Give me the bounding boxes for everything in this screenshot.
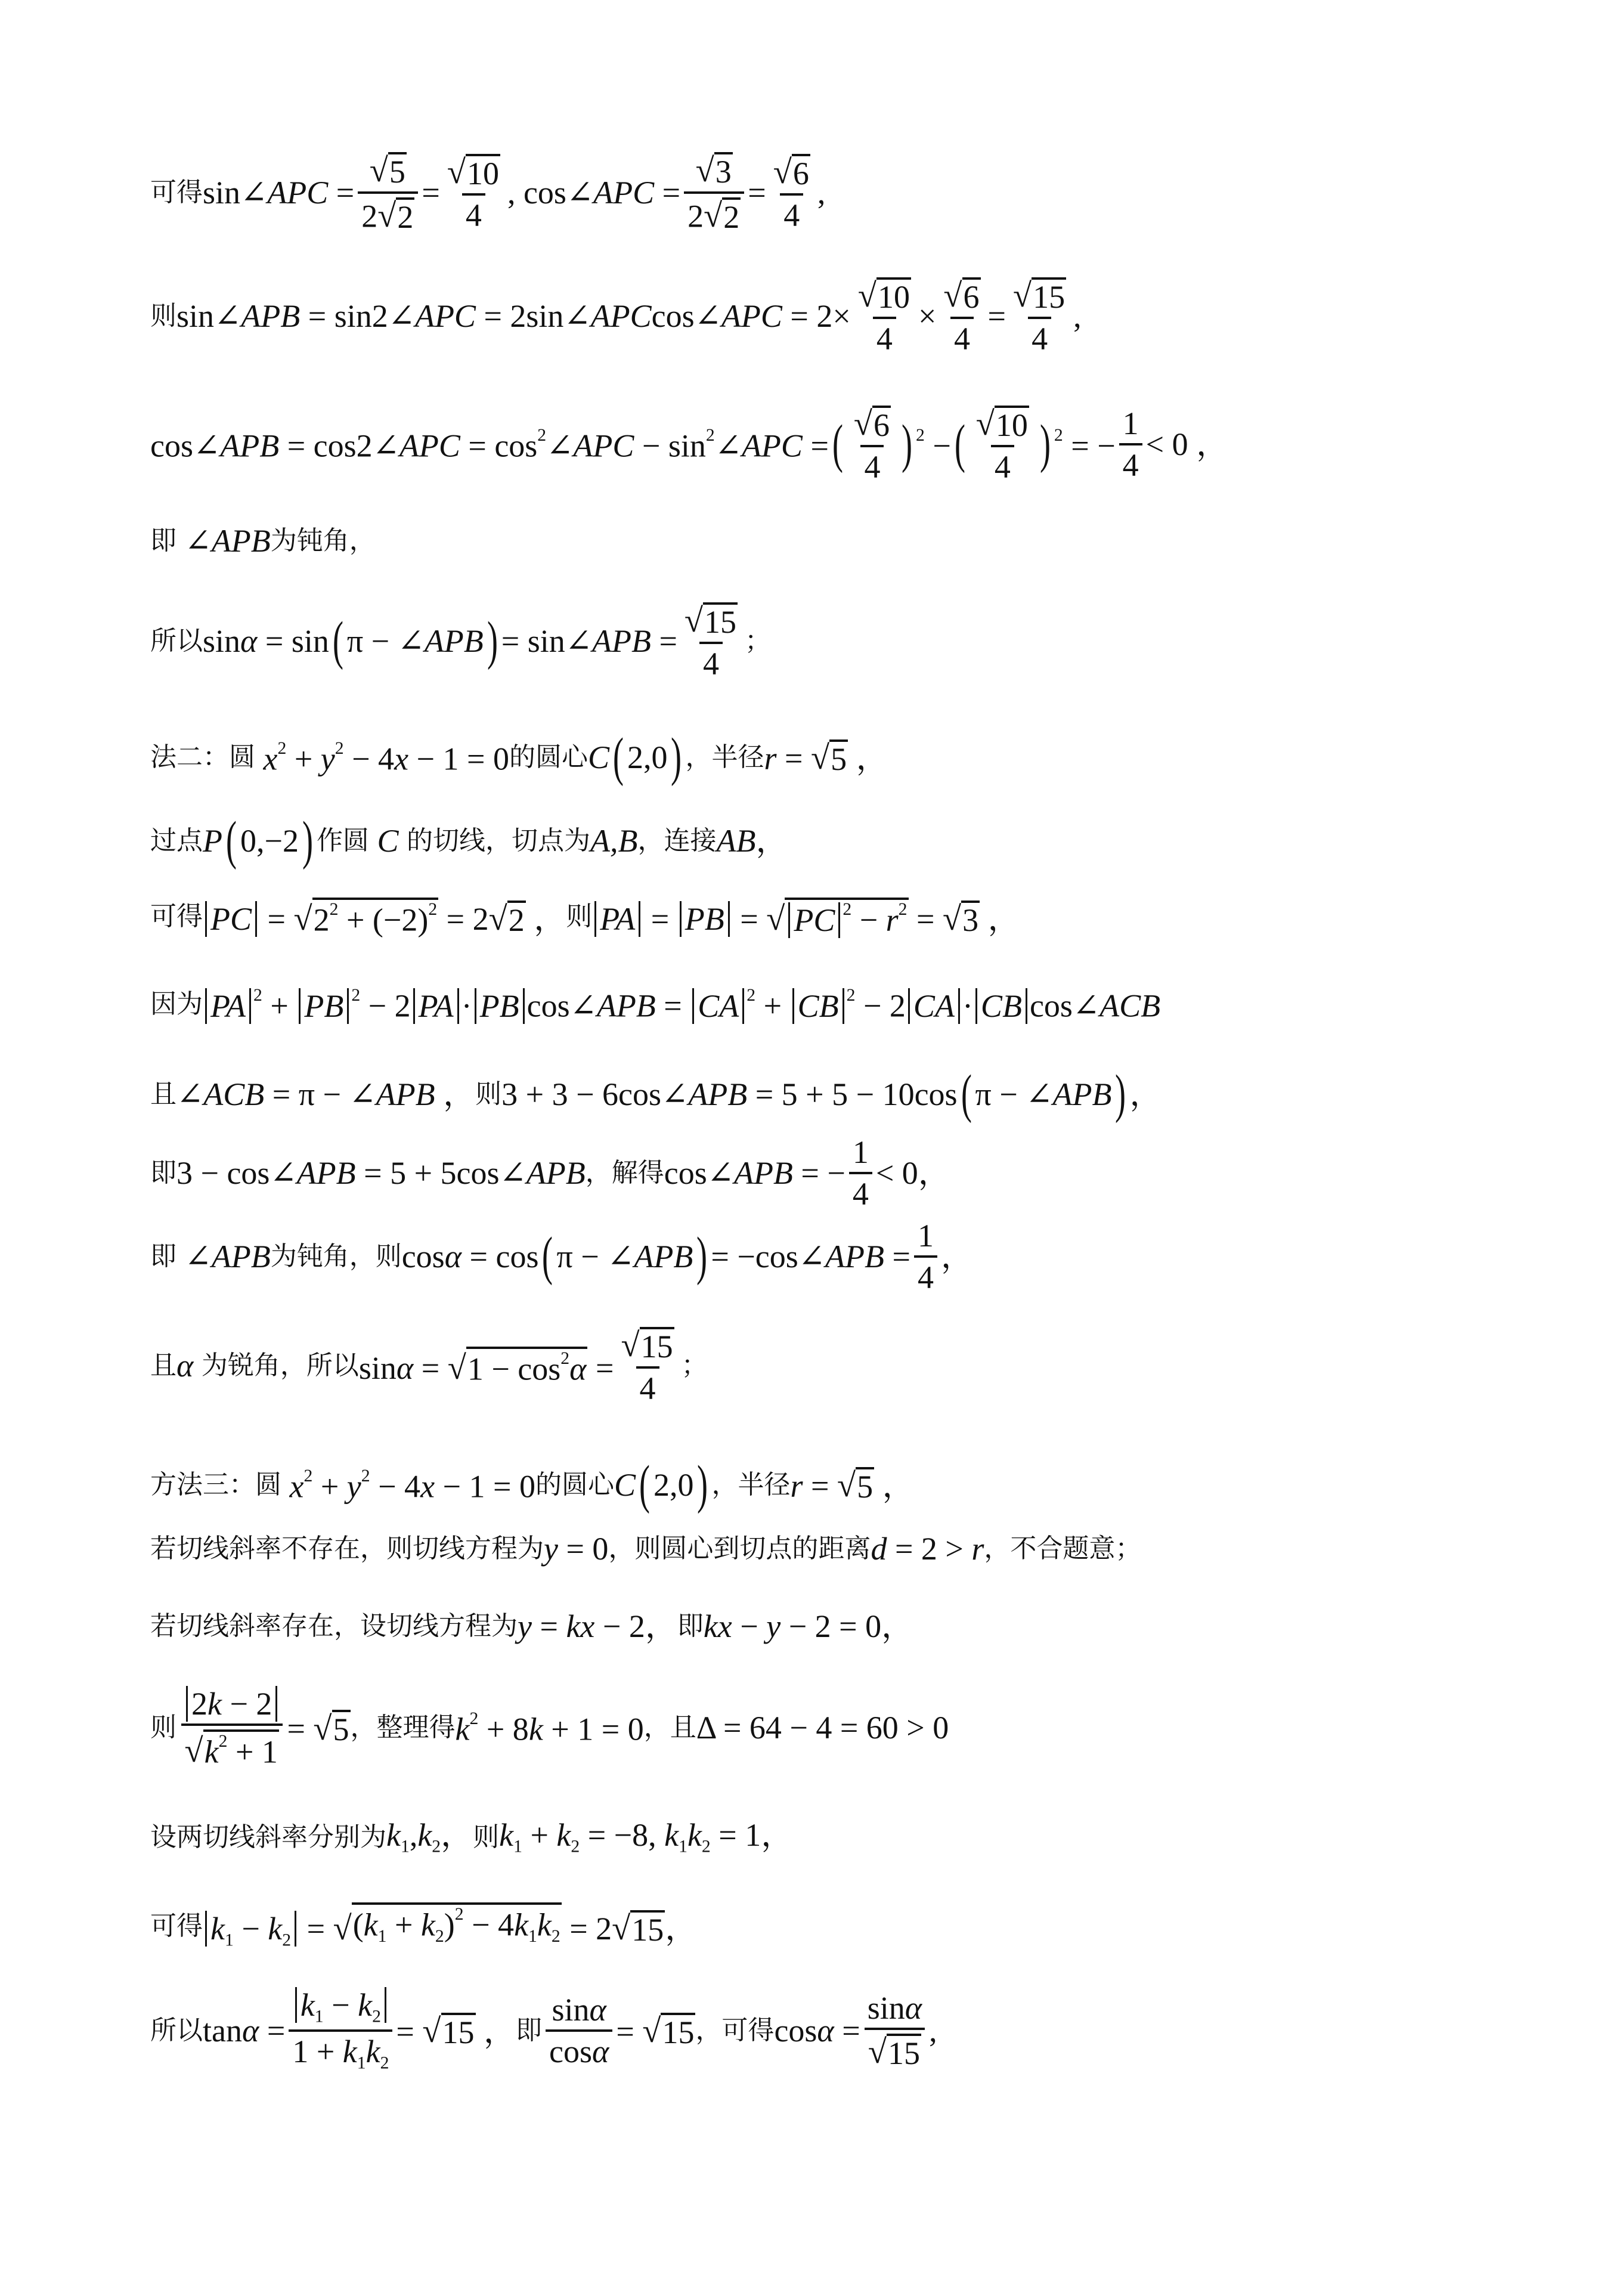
text: 即 — [677, 1611, 704, 1641]
line-16: 若切线斜率存在，设切线方程为 y = kx − 2， 即 kx − y − 2 = 0， — [150, 1608, 914, 1644]
text: ，可得 — [695, 2015, 775, 2046]
text: ，解得 — [585, 1158, 664, 1188]
line-13: 且 α 为锐角，所以 sinα = √ $1 - \cos^2\alpha$ = √ 15 4 ； — [150, 1326, 708, 1406]
text: 则 — [473, 1822, 500, 1853]
text: 即 — [516, 2015, 542, 2046]
text: 且 — [150, 1079, 176, 1109]
line-18: 设两切线斜率分别为 $k_1,k_2$， 则 $k_1 + k_2 = -8$, $k_1k_2 = 1$， — [150, 1817, 794, 1856]
text: 圆 — [229, 742, 255, 772]
text: 为钝角， — [270, 525, 376, 556]
line-17: 则 2k − 2 √ $k^2 + 1$ = √ 5 ，整理得 $k^2 + 8k + 1 = 0$ ，且 Δ = 64 − 4 = 60 > 0 — [150, 1686, 949, 1770]
text: 即 — [150, 1158, 176, 1188]
line-1: 可得 sin∠APC = √ 5 2 √ 2 = √ 10 4 , cos∠APC = √ 3 2 √ 2 = √ 6 4 , — [150, 151, 826, 235]
text: 作圆 — [316, 825, 369, 856]
text: 圆 — [255, 1469, 281, 1500]
text: 可得 — [150, 901, 203, 932]
text: 所以 — [150, 626, 203, 656]
text: ，半径 — [685, 742, 764, 772]
line-7: 过点 P ( 0,−2 ) 作圆 C 的切线，切点为 A,B ，连接 AB ， — [150, 811, 788, 870]
text: 则 — [150, 301, 176, 331]
line-5: 所以 sinα = sin ( π − ∠APB ) = sin∠APB = √ 15 4 ； — [150, 602, 772, 682]
text: 所以 — [150, 2015, 203, 2046]
line-10: 且 ∠ACB = π − ∠APB ， 则 3 + 3 − 6cos∠APB = 5 + 5 − 10cos ( π − ∠APB ) ， — [150, 1065, 1162, 1124]
line-3: cos∠APB = cos2∠APC = $\cos^2\angle APC$ − $\sin^2\angle APC$ = ( √ 6 4 ) $^2$ − ( √ 10 4 ) $^2$ = − $\frac{1}{4}$ < 0 ， — [150, 405, 1229, 485]
text: 即 — [150, 1241, 176, 1271]
line-12: 即 ∠APB 为钝角， 则 cosα = cos ( π − ∠APB ) = −cos∠APB = $\frac{1}{4}$ ， — [150, 1218, 973, 1295]
text: 的切线，切点为 — [406, 825, 590, 856]
text: 可得 — [150, 1910, 203, 1941]
text: 为钝角， — [270, 1241, 376, 1271]
line-15: 若切线斜率不存在，则切线方程为 y = 0 ，则圆心到切点的距离 d = 2 > r ，不合题意； — [150, 1531, 1142, 1567]
line-20: 所以 tanα = $\frac{k_1 - k_2}{1 + k_1k_2}$ = √ 15 ， 即 $\frac{\sin\alpha}{\cos\alpha}$ = √ 15 ，可得 cosα = sinα √ 15 , — [150, 1987, 937, 2073]
text: 方法三： — [150, 1469, 255, 1500]
text: 的圆心 — [535, 1469, 614, 1500]
text: 则 — [566, 901, 593, 932]
text: ，不合题意； — [984, 1533, 1142, 1564]
line-6: 法二： 圆 $x^2 + y^2 - 4x - 1 = 0$ 的圆心 C ( 2,0 ) ，半径 r = √ 5 ， — [150, 728, 888, 787]
text: 设两切线斜率分别为 — [150, 1822, 386, 1853]
text: 过点 — [150, 825, 203, 856]
text: 则 — [475, 1079, 502, 1109]
text: 的圆心 — [509, 742, 588, 772]
line-14: 方法三： 圆 $x^2 + y^2 - 4x - 1 = 0$ 的圆心 C ( 2,0 ) ，半径 r = √ 5 ， — [150, 1455, 915, 1514]
text: 为锐角，所以 — [201, 1350, 359, 1381]
text: 即 — [150, 525, 176, 556]
line-19: 可得 $k_1 - k_2$ = √ $(k_1 + k_2)^2 - 4k_1k_2$ = 2 √ 15 ， — [150, 1902, 697, 1950]
line-8: 可得 PC = √ $2^2 + (-2)^2$ = 2 √ 2 ， 则 PA = PB = √ PC $^2 - r^2$ = √ 3 ， — [150, 898, 1020, 936]
line-11: 即 3 − cos∠APB = 5 + 5cos∠APB ，解得 cos∠APB = − $\frac{1}{4}$ < 0， — [150, 1134, 950, 1212]
line-4: 即 ∠APB 为钝角， — [150, 523, 376, 559]
line-2: 则 sin∠APB = sin2∠APC = 2sin∠APCcos∠APC = 2× √ 10 4 × √ 6 4 = √ 15 4 , — [150, 277, 1082, 357]
line-9: 因为 PA $^2$ + PB $^2$ − 2 PA · PB cos∠APB = CA $^2$ + CB $^2$ − 2 CA · CB cos∠ACB — [150, 986, 1161, 1024]
text: 则 — [150, 1712, 176, 1743]
text: ，半径 — [711, 1469, 791, 1500]
text: ，且 — [643, 1712, 696, 1743]
text: 且 — [150, 1350, 176, 1381]
text: 可得 — [150, 177, 203, 208]
text: 若切线斜率存在，设切线方程为 — [150, 1611, 518, 1641]
text: 因为 — [150, 989, 203, 1020]
text: ，连接 — [637, 825, 717, 856]
text: ，则圆心到切点的距离 — [608, 1533, 871, 1564]
text: 则 — [375, 1241, 402, 1271]
text: 若切线斜率不存在，则切线方程为 — [150, 1533, 544, 1564]
text: ，整理得 — [350, 1712, 456, 1743]
text: 法二： — [150, 742, 229, 772]
